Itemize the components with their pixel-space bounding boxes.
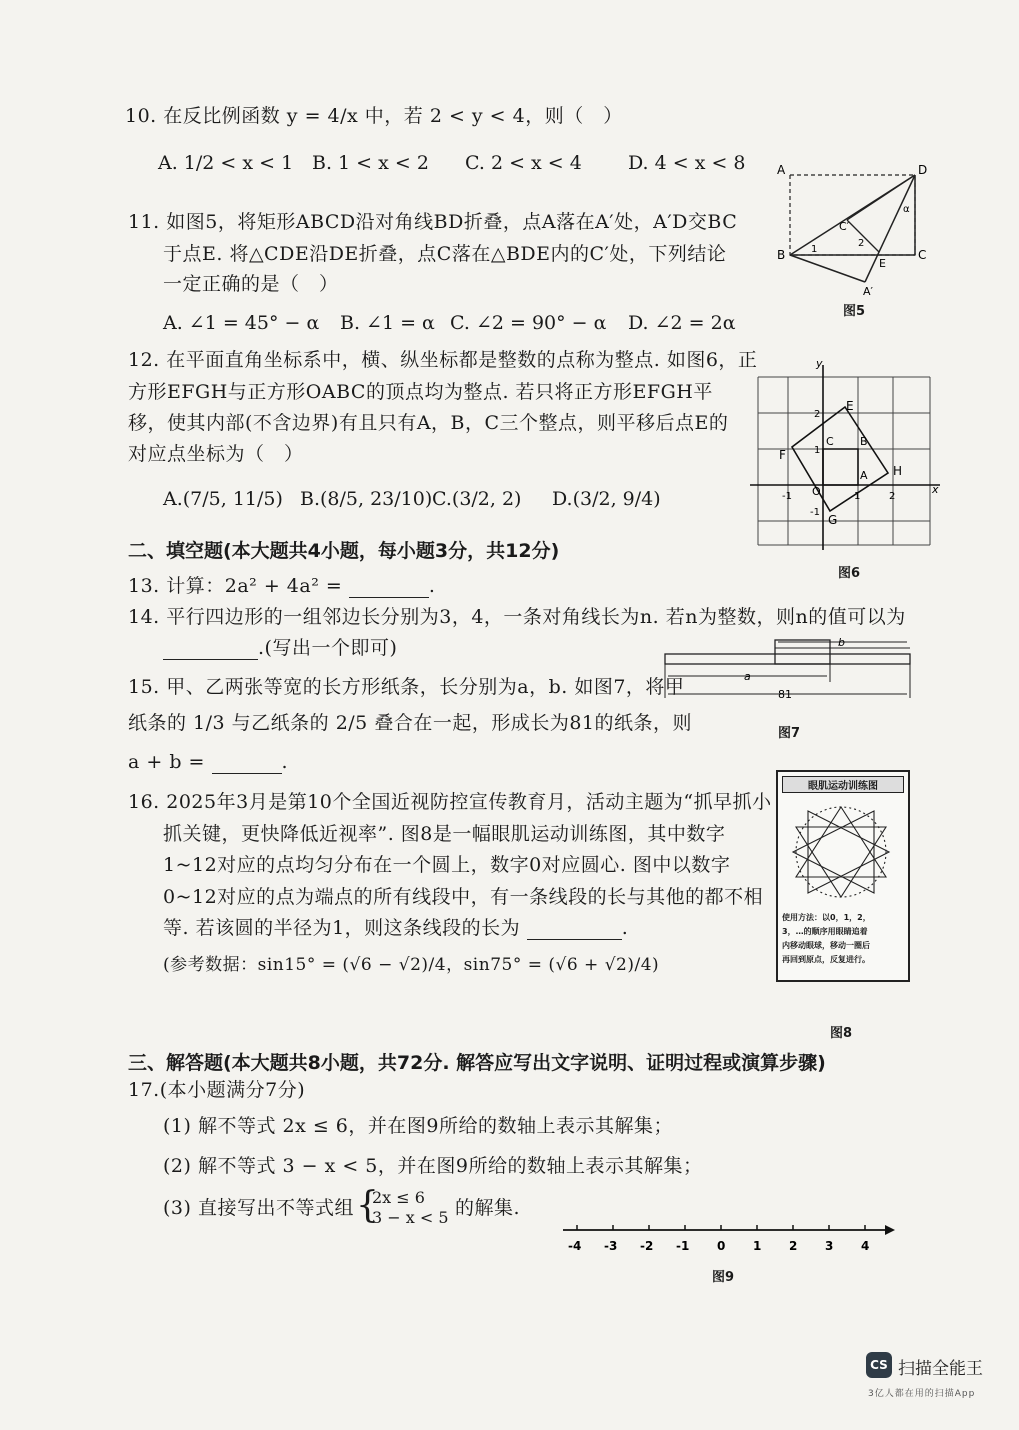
q11-option-a: A. ∠1 = 45° − α (163, 312, 320, 334)
fig6-label-f: F (779, 448, 786, 462)
q16-line5-text: 等. 若该圆的半径为1，则这条线段的长为 (163, 917, 521, 939)
fig6-label-c: C (826, 435, 834, 448)
q10-option-d: D. 4 < x < 8 (628, 152, 746, 174)
number-line-tick-label: -3 (604, 1239, 618, 1253)
number-line-tick-label: -2 (640, 1239, 654, 1253)
fig6-label-a: A (860, 469, 868, 482)
q17-head: 17.(本小题满分7分) (128, 1079, 306, 1101)
fig7-label-a: a (744, 670, 751, 683)
q15-line2: 纸条的 1/3 与乙纸条的 2/5 叠合在一起，形成长为81的纸条，则 (128, 712, 692, 734)
q12-line1: 12. 在平面直角坐标系中，横、纵坐标都是整数的点称为整点. 如图6，正 (128, 349, 758, 371)
fig8-note1: 使用方法：以0，1，2， (782, 913, 871, 922)
fig5-label-a-prime: A′ (863, 285, 874, 298)
watermark-name: 扫描全能王 (898, 1359, 983, 1379)
q17-part3a: (3) 直接写出不等式组 (163, 1197, 354, 1219)
q13-line (128, 574, 435, 598)
fig5-label-b: B (777, 248, 786, 262)
fig8-usage (778, 911, 908, 967)
q15-line1: 15. 甲、乙两张等宽的长方形纸条，长分别为a，b. 如图7，将甲 (128, 676, 685, 698)
figure-9-number-line[interactable] (555, 1214, 895, 1254)
fig7-label-b: b (838, 636, 845, 649)
figure-5 (775, 160, 935, 320)
fig6-label-h: H (893, 464, 903, 478)
number-line-tick-label: -4 (568, 1239, 582, 1253)
section-3-heading: 三、解答题(本大题共8小题，共72分. 解答应写出文字说明、证明过程或演算步骤) (128, 1052, 826, 1074)
q12-line2: 方形EFGH与正方形OABC的顶点均为整点. 若只将正方形EFGH平 (128, 381, 713, 403)
q15-line3: a + b = . (128, 751, 289, 773)
q15-answer-blank[interactable] (212, 755, 282, 774)
number-line-tick-label: 4 (861, 1239, 870, 1253)
q14-answer-blank[interactable] (163, 641, 258, 660)
q11-option-b: B. ∠1 = α (340, 312, 435, 334)
q16-line4: 0~12对应的点为端点的所有线段中，有一条线段的长与其他的都不相 (163, 886, 764, 908)
q11-option-d: D. ∠2 = 2α (628, 312, 736, 334)
q12-line4: 对应点坐标为（ ） (128, 443, 304, 465)
q10-option-a: A. 1/2 < x < 1 (158, 152, 294, 174)
fig6-tick-x1: 1 (854, 491, 861, 502)
figure-9-caption: 图9 (712, 1270, 735, 1285)
fig5-label-alpha: α (903, 204, 910, 215)
fig7-label-81: 81 (778, 688, 792, 701)
q11-line1: 11. 如图5，将矩形ABCD沿对角线BD折叠，点A落在A′处，A′D交BC (128, 211, 738, 233)
fig8-note4: 再回到原点，反复进行。 (782, 955, 870, 964)
figure-6 (750, 355, 945, 555)
q16-line5: 等. 若该圆的半径为1，则这条线段的长为 . (163, 917, 629, 939)
watermark-subtitle: 3亿人都在用的扫描App (868, 1389, 976, 1399)
q12-line3: 移，使其内部(不含边界)有且只有A，B，C三个整点，则平移后点E的 (128, 412, 729, 434)
fig5-label-c: C (918, 248, 927, 262)
fig6-tick-x2: 2 (889, 491, 896, 502)
fig6-label-b: B (860, 435, 868, 448)
q17-part2: (2) 解不等式 3 − x < 5，并在图9所给的数轴上表示其解集； (163, 1155, 703, 1177)
figure-7-caption: 图7 (778, 726, 801, 741)
fig6-label-e: E (846, 399, 854, 413)
q17-system-row1: 2x ≤ 6 (372, 1188, 425, 1207)
fig5-label-a: A (777, 163, 786, 177)
q10-option-b: B. 1 < x < 2 (312, 152, 429, 174)
fig8-star-diagram (778, 797, 904, 907)
fig5-label-c-prime: C′ (839, 220, 850, 233)
q16-line1: 16. 2025年3月是第10个全国近视防控宣传教育月，活动主题为“抓早抓小 (128, 791, 772, 813)
q11-line2: 于点E. 将△CDE沿DE折叠，点C落在△BDE内的C′处，下列结论 (163, 243, 727, 265)
q14-line2 (163, 636, 397, 660)
fig8-note3: 内移动眼球，移动一圈后 (782, 941, 870, 950)
section-2-heading: 二、填空题(本大题共4小题，每小题3分，共12分) (128, 540, 560, 562)
q17-system-row2: 3 − x < 5 (372, 1208, 449, 1227)
q14-line2-text: .(写出一个即可) (258, 637, 398, 659)
fig6-label-g: G (828, 513, 838, 527)
q17-system-brace: { (356, 1185, 379, 1226)
fig6-label-x: x (932, 483, 939, 496)
fig6-tick-xm1: -1 (782, 491, 792, 502)
q15-line3-text: a + b = (128, 751, 205, 773)
fig6-tick-ym1: -1 (810, 507, 820, 518)
fig8-title: 眼肌运动训练图 (782, 776, 904, 793)
q17-system (372, 1188, 449, 1228)
number-line-tick-label: 3 (825, 1239, 834, 1253)
fig6-label-o: O (812, 485, 821, 498)
q13-text: 13. 计算：2a² + 4a² = (128, 575, 343, 597)
camscanner-logo: CS (866, 1352, 892, 1378)
q10-stem: 10. 在反比例函数 y = 4/x 中，若 2 < y < 4，则（ ） (125, 105, 623, 127)
number-line-tick-label: 1 (753, 1239, 762, 1253)
q12-option-d: D.(3/2, 9/4) (552, 488, 661, 510)
fig5-label-angle2: 2 (858, 238, 865, 249)
number-line-tick-label: 0 (717, 1239, 726, 1253)
number-line-tick-label: -1 (676, 1239, 690, 1253)
q13-end: . (428, 575, 436, 597)
fig5-label-d: D (918, 163, 928, 177)
q16-line3: 1~12对应的点均匀分布在一个圆上，数字0对应圆心. 图中以数字 (163, 854, 731, 876)
q11-line3: 一定正确的是（ ） (163, 273, 339, 295)
fig6-tick-y2: 2 (814, 409, 821, 420)
q17-part3b: 的解集. (455, 1197, 521, 1219)
q16-line6: (参考数据：sin15° = (√6 − √2)/4，sin75° = (√6 + √2)/4) (163, 955, 660, 975)
q10-option-c: C. 2 < x < 4 (465, 152, 582, 174)
figure-8-caption: 图8 (830, 1026, 853, 1041)
figure-5-caption: 图5 (843, 304, 866, 319)
fig6-label-y: y (816, 357, 823, 370)
q11-option-c: C. ∠2 = 90° − α (450, 312, 607, 334)
q17-part1: (1) 解不等式 2x ≤ 6，并在图9所给的数轴上表示其解集； (163, 1115, 673, 1137)
fig6-tick-y1: 1 (814, 445, 821, 456)
q14-line1: 14. 平行四边形的一组邻边长分别为3，4，一条对角线长为n. 若n为整数，则n的值可以为 (128, 606, 906, 628)
figure-7 (660, 636, 920, 708)
q16-line2: 抓关键，更快降低近视率”. 图8是一幅眼肌运动训练图，其中数字 (163, 823, 726, 845)
q12-option-b: B.(8/5, 23/10) (300, 488, 433, 510)
number-line-tick-label: 2 (789, 1239, 798, 1253)
figure-8 (776, 770, 910, 982)
q12-option-a: A.(7/5, 11/5) (163, 488, 283, 510)
figure-6-caption: 图6 (838, 566, 861, 581)
fig5-label-e: E (879, 257, 886, 270)
q13-answer-blank[interactable] (349, 579, 429, 598)
fig8-note2: 3，…的顺序用眼睛追着 (782, 927, 868, 936)
fig5-label-angle1: 1 (811, 244, 818, 255)
q12-option-c: C.(3/2, 2) (432, 488, 522, 510)
q16-answer-blank[interactable] (527, 921, 622, 940)
